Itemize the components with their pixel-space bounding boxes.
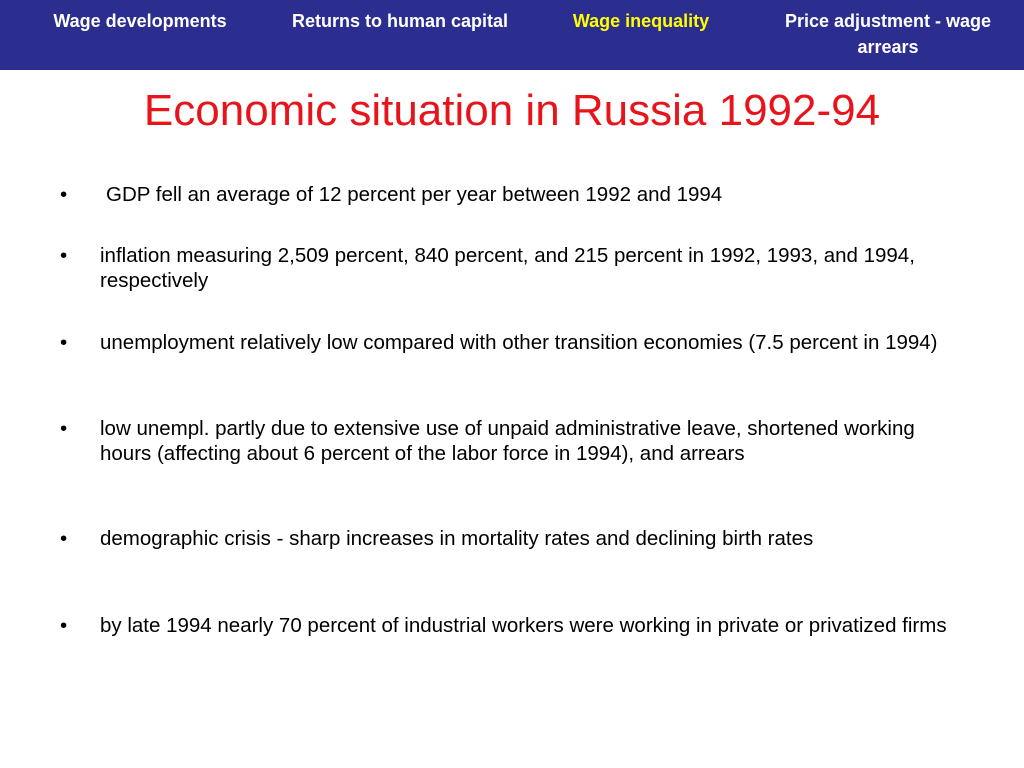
slide-title: Economic situation in Russia 1992-94 <box>143 86 881 135</box>
bullet-text: by late 1994 nearly 70 percent of industrial workers were working in private or privatized firms <box>100 614 947 637</box>
bullet-item <box>60 613 960 638</box>
bullet-text: GDP fell an average of 12 percent per year between 1992 and 1994 <box>106 183 723 206</box>
bullet-text: demographic crisis - sharp increases in mortality rates and declining birth rates <box>100 527 814 550</box>
bullet-item <box>60 330 960 355</box>
bullet-item <box>60 182 960 207</box>
bullet-text: inflation measuring 2,509 percent, 840 percent, and 215 percent in 1992, 1993, and 1994, respectively <box>100 244 915 292</box>
nav-tab-price-adjustment-wage-arrears[interactable]: Price adjustment - wage arrears <box>784 11 992 57</box>
bullet-marker: • <box>60 244 68 267</box>
bullet-marker: • <box>60 527 68 550</box>
bullet-item <box>60 243 960 293</box>
bullet-marker: • <box>60 417 68 440</box>
bullet-marker: • <box>60 331 68 354</box>
bullet-marker: • <box>60 614 68 637</box>
bullet-text: low unempl. partly due to extensive use of unpaid administrative leave, shortened working hours (affecting about 6 percent of the labor force in 1994), and arrears <box>100 417 915 465</box>
bullet-item <box>60 416 960 466</box>
top-navigation-bar <box>0 0 1024 70</box>
bullet-item <box>60 526 960 551</box>
bullet-text: unemployment relatively low compared with other transition economies (7.5 percent in 1994) <box>100 331 938 354</box>
nav-tab-wage-inequality[interactable]: Wage inequality <box>572 11 710 31</box>
nav-tab-returns-to-human-capital[interactable]: Returns to human capital <box>291 11 509 31</box>
nav-tab-wage-developments[interactable]: Wage developments <box>53 11 227 31</box>
bullet-marker: • <box>60 183 68 206</box>
